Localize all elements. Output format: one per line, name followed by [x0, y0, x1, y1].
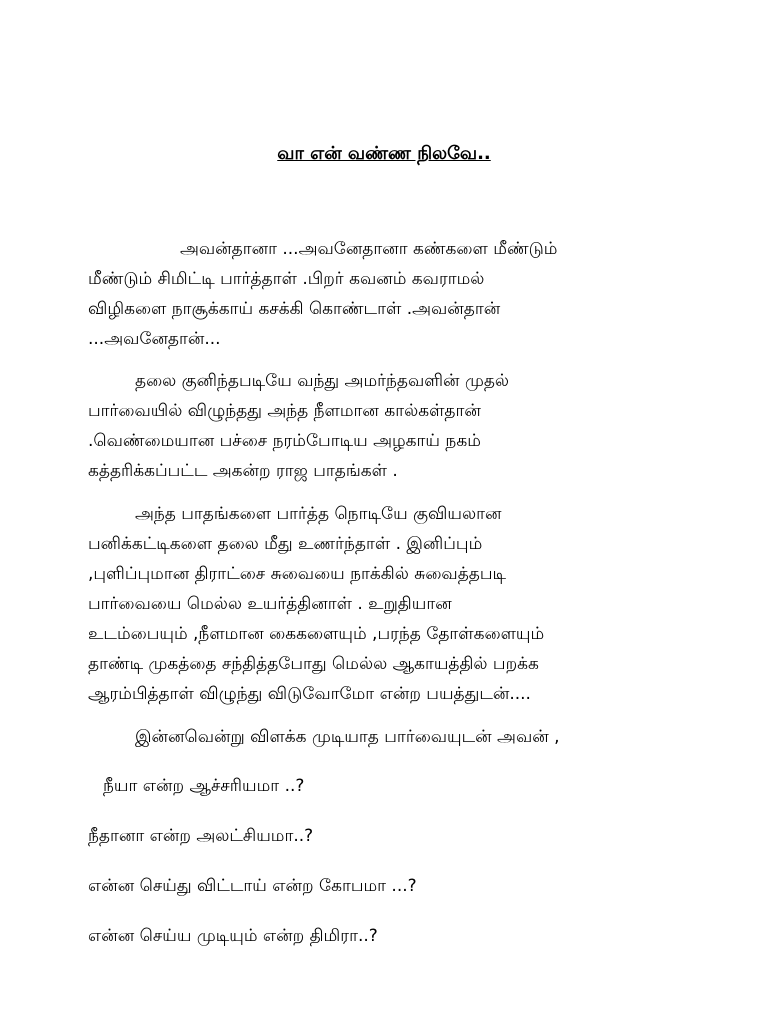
- paragraph-3-line-6: தாண்டி முகத்தை சந்தித்தபோது மெல்ல ஆகாயத்தில் பறக்க: [88, 654, 539, 674]
- paragraph-3-line-3: ,புளிப்புமான திராட்சை சுவையை நாக்கில் சுவைத்தபடி: [88, 564, 507, 584]
- paragraph-3-line-1: அந்த பாதங்களை பார்த்த நொடியே குவியலான: [135, 504, 502, 524]
- paragraph-3-line-2: பனிக்கட்டிகளை தலை மீது உணர்ந்தாள் . இனிப்பும்: [88, 534, 483, 554]
- question-2: நீதானா என்ற அலட்சியமா..?: [88, 826, 314, 846]
- question-1: நீயா என்ற ஆச்சரியமா ..?: [103, 776, 305, 796]
- paragraph-1-line-1: அவன்தானா ...அவனேதானா கண்களை மீண்டும்: [180, 239, 558, 259]
- paragraph-3-line-5: உடம்பையும் ,நீளமான கைகளையும் ,பரந்த தோள்களையும்: [88, 624, 545, 644]
- document-title: வா என் வண்ண நிலவே..: [277, 143, 491, 164]
- paragraph-1-line-3: விழிகளை நாசூக்காய் கசக்கி கொண்டாள் .அவன்தான்: [88, 299, 501, 319]
- paragraph-2-line-4: கத்தரிக்கப்பட்ட அகன்ற ராஜ பாதங்கள் .: [88, 461, 398, 481]
- paragraph-3-line-7: ஆரம்பித்தாள் விழுந்து விடுவோமோ என்ற பயத்துடன்....: [88, 684, 531, 704]
- paragraph-3-line-4: பார்வையை மெல்ல உயர்த்தினாள் . உறுதியான: [88, 594, 452, 614]
- paragraph-2-line-3: .வெண்மையான பச்சை நரம்போடிய அழகாய் நகம்: [88, 431, 481, 451]
- paragraph-1-line-4: ...அவனேதான்...: [88, 329, 221, 349]
- paragraph-1-line-2: மீண்டும் சிமிட்டி பார்த்தாள் .பிறர் கவனம் கவராமல்: [88, 269, 485, 289]
- paragraph-4-line-1: இன்னவென்று விளக்க முடியாத பார்வையுடன் அவன் ,: [135, 727, 560, 747]
- paragraph-2-line-1: தலை குனிந்தபடியே வந்து அமர்ந்தவளின் முதல்: [135, 371, 509, 391]
- question-4: என்ன செய்ய முடியும் என்ற திமிரா..?: [88, 926, 378, 946]
- question-3: என்ன செய்து விட்டாய் என்ற கோபமா ...?: [88, 876, 417, 896]
- paragraph-2-line-2: பார்வையில் விழுந்தது அந்த நீளமான கால்கள்தான்: [88, 401, 481, 421]
